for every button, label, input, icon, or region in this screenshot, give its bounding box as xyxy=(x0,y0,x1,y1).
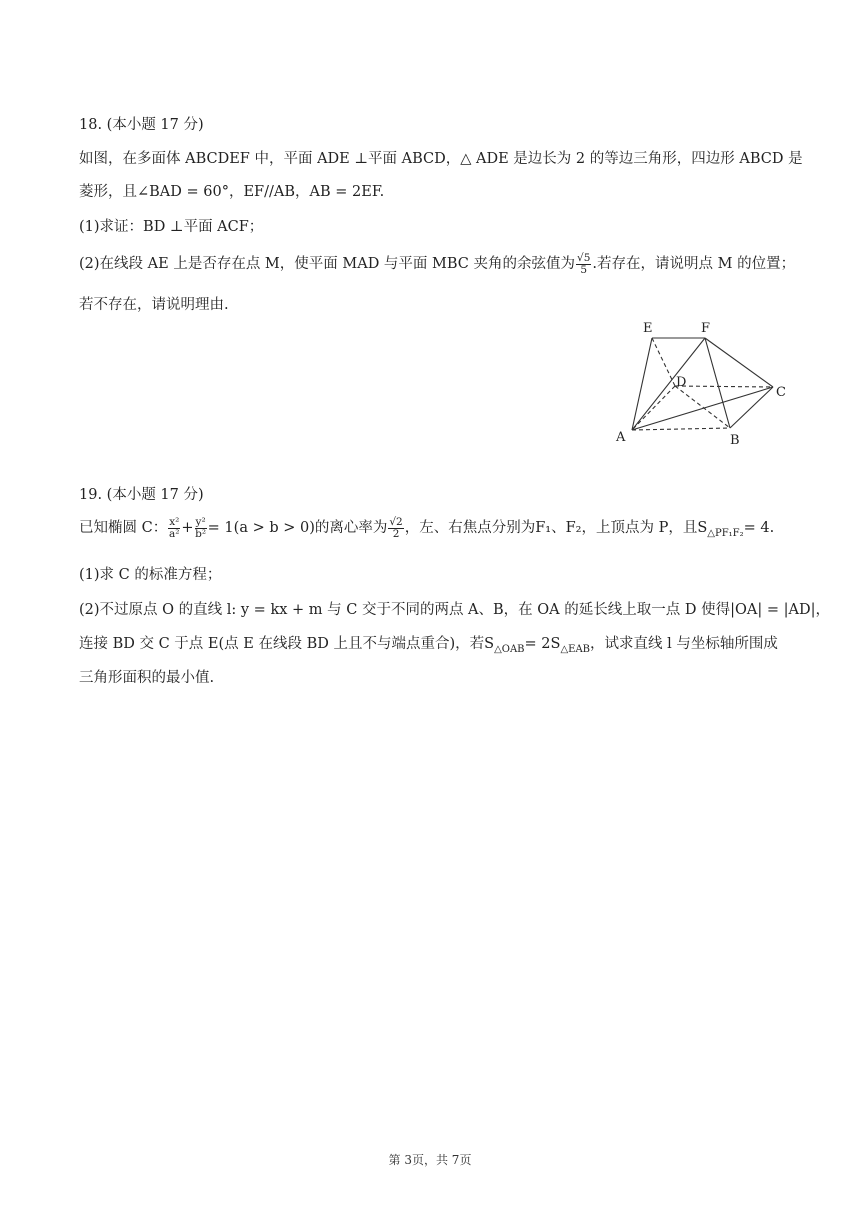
area-subscript-eab: △EAB xyxy=(560,643,591,655)
q19-line-5: 三角形面积的最小值. xyxy=(79,670,215,686)
q18-line-4-text: (2)在线段 AE 上是否存在点 M，使平面 MAD 与平面 MBC 夹角的余弦值为 xyxy=(79,256,576,272)
x2-over-a2-fraction: $\frac{\text{x²}}{\text{a²}}$ xyxy=(169,515,180,540)
q18-line-1: 如图，在多面体 ABCDEF 中，平面 ADE ⊥平面 ABCD，△ ADE 是边长为 2 的等边三角形，四边形 ABCD 是 xyxy=(79,151,803,167)
q18-line-4-tail: .若存在，请说明点 M 的位置； xyxy=(592,256,796,272)
label-D: D xyxy=(676,375,687,390)
q19-line-1: 已知椭圆 C： $\frac{\text{x²}}{\text{a²}}$ + $\frac{\text{y²}}{\text{b²}}$ = 1(a > b > 0)的离心率为 $\frac{√2}{2}$ ，左、右焦点分别为F₁、F₂，上顶点为 P，且$S_{\triangle PF_1F_2}= 4$. xyxy=(79,515,775,540)
q19-header: 19. (本小题 17 分) xyxy=(79,487,204,503)
area-subscript-oab: △OAB xyxy=(494,643,525,655)
sqrt5-over-5-fraction: $\frac{√5}{5}$ xyxy=(577,251,591,276)
label-A: A xyxy=(616,430,626,445)
area-subscript-pf1f2: △PF₁F₂ xyxy=(707,527,744,539)
q19-line-2: (1)求 C 的标准方程； xyxy=(79,567,222,583)
q18-line-2: 菱形，且∠BAD = 60°，EF//AB，AB = 2EF. xyxy=(79,184,385,200)
q18-line-4 xyxy=(79,252,795,276)
label-B: B xyxy=(730,433,740,448)
q18-line-5: 若不存在，请说明理由. xyxy=(79,297,229,313)
q19-line-4: 连接 BD 交 C 于点 E(点 E 在线段 BD 上且不与端点重合)，若$S_{\triangle OAB}= 2S_{\triangle EAB}$，试求直线 l 与坐标轴所围成 xyxy=(79,636,778,655)
polyhedron-figure xyxy=(610,314,795,454)
label-C: C xyxy=(776,385,786,400)
sqrt2-over-2-fraction: $\frac{√2}{2}$ xyxy=(389,515,403,540)
label-E: E xyxy=(643,321,653,336)
q18-header: 18. (本小题 17 分) xyxy=(79,117,204,133)
q18-line-3: (1)求证：BD ⊥平面 ACF； xyxy=(79,219,264,235)
label-F: F xyxy=(701,321,711,336)
page-footer: 第 3页，共 7页 xyxy=(388,1153,472,1167)
y2-over-b2-fraction: $\frac{\text{y²}}{\text{b²}}$ xyxy=(195,515,207,540)
q19-line-3: (2)不过原点 O 的直线 l: y = kx + m 与 C 交于不同的两点 A、B，在 OA 的延长线上取一点 D 使得|OA| = |AD|， xyxy=(79,602,830,618)
